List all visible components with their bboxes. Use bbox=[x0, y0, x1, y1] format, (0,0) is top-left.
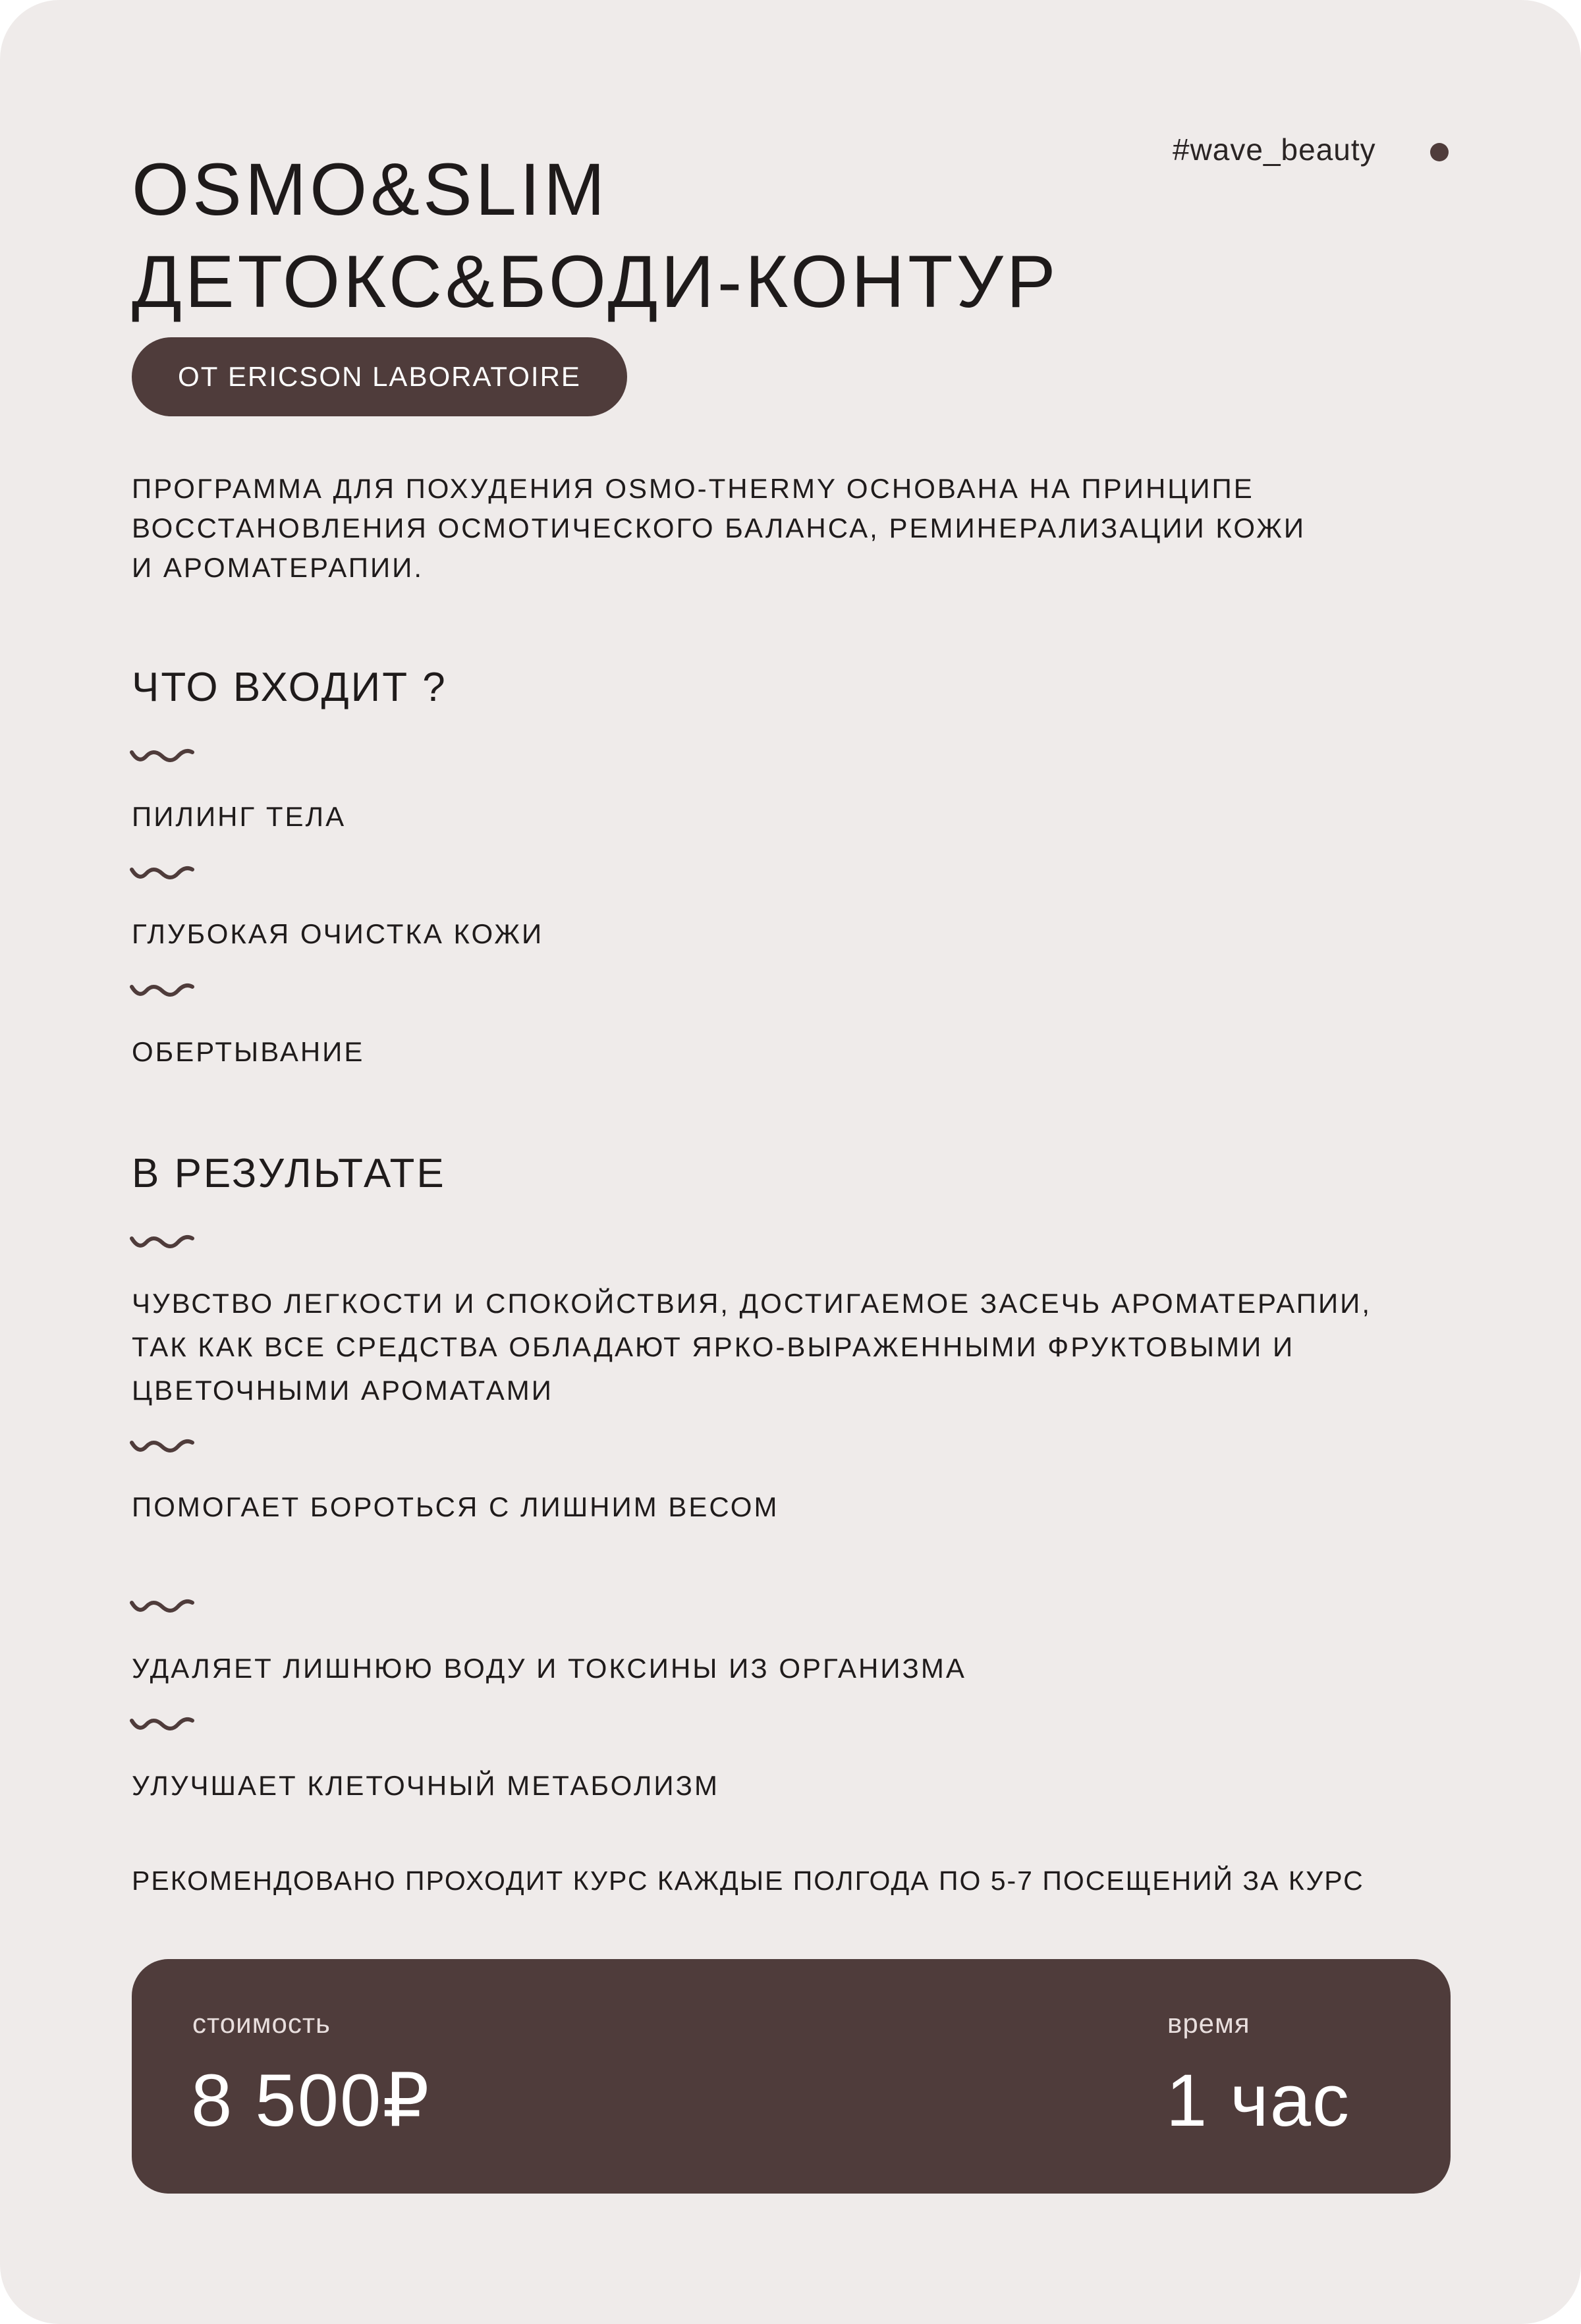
page-title bbox=[132, 144, 1059, 328]
recommendation-text: РЕКОМЕНДОВАНО ПРОХОДИТ КУРС КАЖДЫЕ ПОЛГОДА ПО 5-7 ПОСЕЩЕНИЙ ЗА КУРС bbox=[132, 1866, 1364, 1896]
results-item bbox=[132, 1282, 1372, 1412]
title-line-1: OSMO&SLIM bbox=[132, 148, 609, 231]
wave-icon bbox=[129, 1435, 195, 1458]
title-line-2: ДЕТОКС&БОДИ-КОНТУР bbox=[132, 240, 1059, 323]
wave-icon bbox=[129, 744, 195, 768]
results-heading: В РЕЗУЛЬТАТЕ bbox=[132, 1151, 446, 1196]
duration-value: 1 час bbox=[1166, 2059, 1351, 2142]
intro-line: ВОССТАНОВЛЕНИЯ ОСМОТИЧЕСКОГО БАЛАНСА, РЕМИНЕРАЛИЗАЦИИ КОЖИ bbox=[132, 512, 1306, 543]
includes-item: ГЛУБОКАЯ ОЧИСТКА КОЖИ bbox=[132, 918, 544, 949]
results-item: ПОМОГАЕТ БОРОТЬСЯ С ЛИШНИМ ВЕСОМ bbox=[132, 1491, 779, 1522]
results-item: УЛУЧШАЕТ КЛЕТОЧНЫЙ МЕТАБОЛИЗМ bbox=[132, 1770, 719, 1801]
intro-paragraph bbox=[132, 469, 1416, 588]
includes-heading: ЧТО ВХОДИТ ? bbox=[132, 665, 447, 710]
wave-icon bbox=[129, 1713, 195, 1736]
hashtag-label: #wave_beauty bbox=[1173, 132, 1376, 167]
brand-badge: ОТ ERICSON LABORATOIRE bbox=[132, 337, 627, 416]
wave-icon bbox=[129, 1231, 195, 1254]
wave-icon bbox=[129, 862, 195, 885]
results-item-line: ТАК КАК ВСЕ СРЕДСТВА ОБЛАДАЮТ ЯРКО-ВЫРАЖЕННЫМИ ФРУКТОВЫМИ И bbox=[132, 1331, 1295, 1362]
includes-item: ОБЕРТЫВАНИЕ bbox=[132, 1036, 365, 1067]
price-label: стоимость bbox=[192, 2008, 331, 2039]
wave-icon bbox=[129, 1595, 195, 1618]
price-panel bbox=[132, 1959, 1451, 2194]
includes-item: ПИЛИНГ ТЕЛА bbox=[132, 801, 347, 832]
price-value: 8 500₽ bbox=[191, 2059, 431, 2142]
wave-icon bbox=[129, 979, 195, 1003]
dot-icon bbox=[1430, 143, 1449, 161]
results-item-line: ЦВЕТОЧНЫМИ АРОМАТАМИ bbox=[132, 1375, 553, 1406]
results-item: УДАЛЯЕТ ЛИШНЮЮ ВОДУ И ТОКСИНЫ ИЗ ОРГАНИЗМА bbox=[132, 1653, 966, 1684]
duration-label: время bbox=[1167, 2008, 1250, 2039]
intro-line: И АРОМАТЕРАПИИ. bbox=[132, 552, 424, 583]
intro-line: ПРОГРАММА ДЛЯ ПОХУДЕНИЯ OSMO-THERMY ОСНОВАНА НА ПРИНЦИПЕ bbox=[132, 473, 1254, 504]
results-item-line: ЧУВСТВО ЛЕГКОСТИ И СПОКОЙСТВИЯ, ДОСТИГАЕМОЕ ЗАСЕЧЬ АРОМАТЕРАПИИ, bbox=[132, 1288, 1372, 1319]
